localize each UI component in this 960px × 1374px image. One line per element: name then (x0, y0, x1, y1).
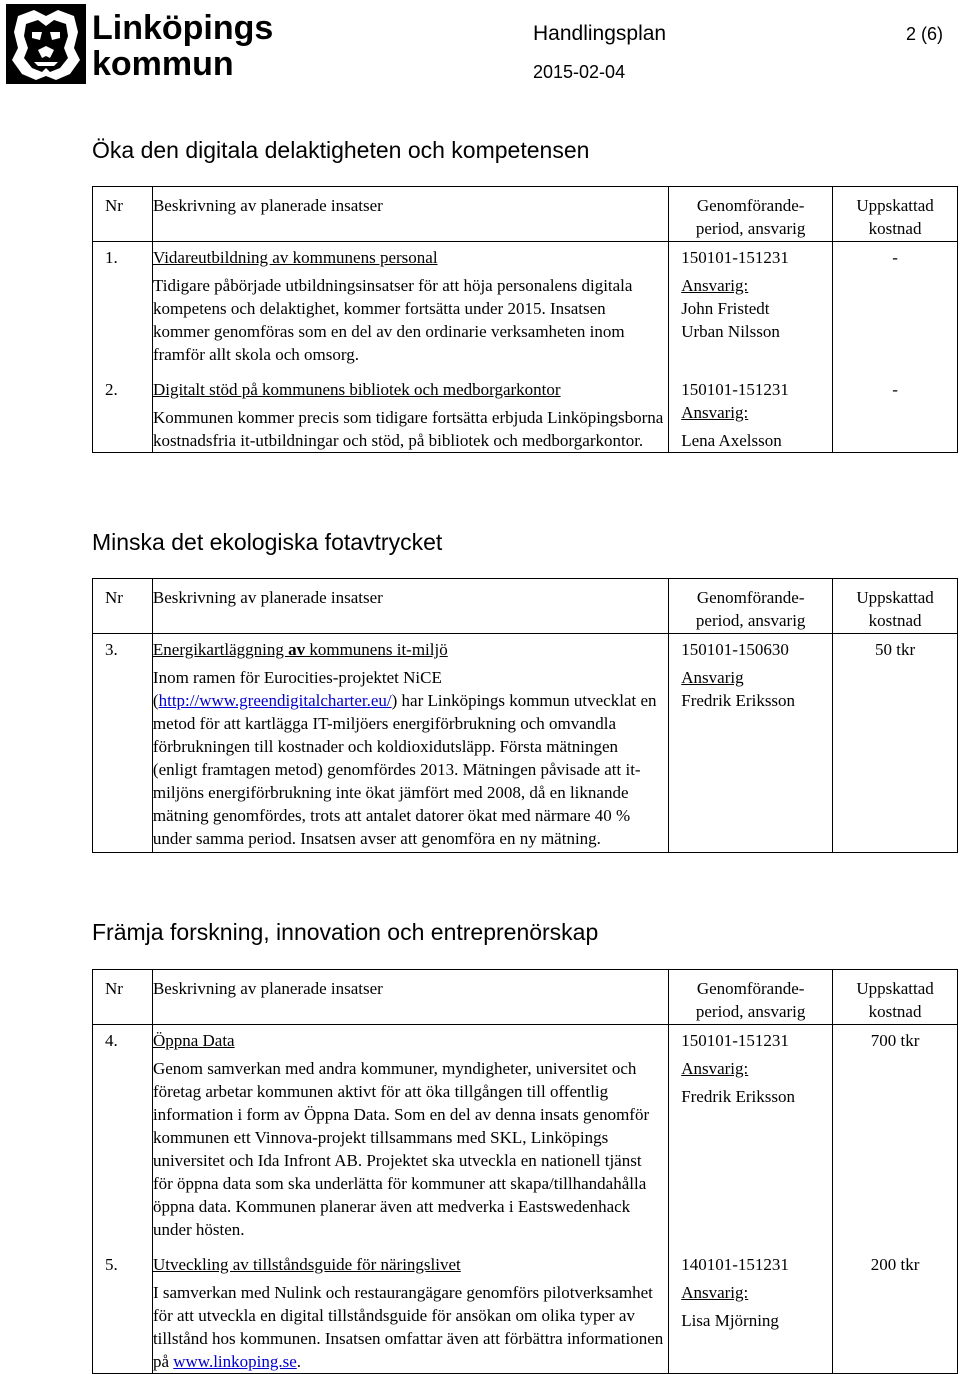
item-description (152, 1025, 668, 1242)
item-text-pre: I samverkan med Nulink och restaurangägare genomförs pilotverksamhet för att utveckla en digital tillståndsguide för ansökan om olika typer av tillstånd hos kommunen. Insatsen omfattar även att förbättra informationen på (152, 1283, 664, 1371)
responsible-label: Ansvarig: (681, 403, 749, 422)
item-nr: 2. (93, 378, 153, 453)
header-desc: Beskrivning av planerade insatser (152, 187, 668, 242)
item-cost: - (833, 242, 958, 367)
document-title: Handlingsplan (533, 22, 667, 45)
item-description (152, 634, 668, 853)
responsible-name: Urban Nilsson (681, 322, 780, 341)
table-header-row (93, 579, 958, 634)
header-period-line1: Genomförande- (696, 588, 805, 607)
header-cost (833, 579, 958, 634)
table-row (93, 242, 958, 367)
item-period-dates: 150101-151231 (681, 1031, 789, 1050)
table-row (93, 378, 958, 453)
header-period (669, 970, 833, 1025)
item-description (152, 1253, 668, 1374)
header-cost-line2: kostnad (868, 219, 922, 238)
item-title: Vidareutbildning av kommunens personal (152, 248, 438, 267)
item-cost: 200 tkr (833, 1253, 958, 1374)
responsible-label: Ansvarig: (681, 1059, 749, 1078)
header-cost-line1: Uppskattad (856, 979, 934, 998)
header-period-line1: Genomförande- (696, 979, 805, 998)
linkoping-lion-logo (4, 2, 88, 86)
header-cost-line1: Uppskattad (856, 196, 934, 215)
item-cost: - (833, 378, 958, 453)
item-title-part: kommunens it-miljö (305, 640, 448, 659)
item-title: Öppna Data (152, 1031, 235, 1050)
item-nr: 1. (93, 242, 153, 367)
item-text: Kommunen kommer precis som tidigare fortsätta erbjuda Linköpingsborna kostnadsfria it-utbildningar och stöd, på bibliotek och medborgarkontor. (152, 408, 664, 450)
header-cost (833, 970, 958, 1025)
item-title-part: Energikartläggning (152, 640, 289, 659)
table-row (93, 1253, 958, 1374)
responsible-name: Fredrik Eriksson (681, 691, 796, 710)
document-date: 2015-02-04 (533, 62, 626, 82)
item-text: Genom samverkan med andra kommuner, myndigheter, universitet och företag arbetar kommunen aktivt för att öka tillgången till offentlig information i form av Öppna Data. Som en del av denna insats genomför kommunen ett Vinnova-projekt tillsammans med SKL, Linköpings universitet och Ida Infront AB. Projektet ska utveckla en nationell tjänst för öppna data som ska underlätta för kommuner att skapa/tillhandahålla öppna data. Kommunen planerar även att medverka i Eastswedenhack under hösten. (152, 1059, 650, 1239)
item-cost: 50 tkr (833, 634, 958, 853)
item-period-dates: 140101-151231 (681, 1255, 789, 1274)
table-header-row (93, 970, 958, 1025)
header-nr: Nr (93, 187, 153, 242)
item-period (669, 1253, 833, 1374)
header-period-line2: period, ansvarig (695, 1002, 806, 1021)
header-cost (833, 187, 958, 242)
item-text-post: . (296, 1352, 302, 1371)
item-text (153, 666, 664, 850)
item-description (152, 378, 668, 453)
item-text-pre: Inom ramen för Eurocities-projektet NiCE ( (152, 668, 442, 710)
table-row (93, 1025, 958, 1242)
table-row (93, 634, 958, 853)
header-period (669, 579, 833, 634)
item-period (669, 378, 833, 453)
header-period-line2: period, ansvarig (695, 611, 806, 630)
item-nr: 3. (93, 634, 153, 853)
item-text-post: ) har Linköpings kommun utvecklat en metod för att kartlägga IT-miljöers energiförbrukning och omvandla förbrukningen till kostnader och koldioxidutsläpp. Första mätningen (enligt framtagen metod) genomfördes 2013. Mätningen påvisade att it-miljöns energiförbrukning inte ökat jämfört med 2008, då en liknande mätning genomfördes, trots att antalet datorer ökat med närmare 40 % under samma period. Insatsen avser att genomföra en ny mätning. (152, 691, 657, 848)
section-title-2: Minska det ekologiska fotavtrycket (92, 529, 443, 555)
responsible-label: Ansvarig: (681, 1283, 749, 1302)
header-cost-line1: Uppskattad (856, 588, 934, 607)
item-period-dates: 150101-151231 (681, 248, 789, 267)
item-title: Utveckling av tillståndsguide för näringslivet (152, 1255, 461, 1274)
item-text: Tidigare påbörjade utbildningsinsatser för att höja personalens digitala kompetens och delaktighet, kommer fortsätta under 2015. Insatsen kommer genomföras som en del av den ordinarie verksamheten inom framför allt skola och omsorg. (152, 276, 633, 364)
item-text (153, 1281, 664, 1373)
header-cost-line2: kostnad (868, 1002, 922, 1021)
header-desc: Beskrivning av planerade insatser (152, 970, 668, 1025)
brand-line-2: kommun (92, 45, 234, 83)
header-period-line1: Genomförande- (696, 196, 805, 215)
section-title-3: Främja forskning, innovation och entreprenörskap (92, 919, 599, 945)
section-title-1: Öka den digitala delaktigheten och kompetensen (92, 137, 590, 163)
item-title (153, 638, 664, 661)
header-period (669, 187, 833, 242)
page-number: 2 (6) (906, 24, 944, 44)
brand-name (92, 10, 273, 82)
item-period (669, 1025, 833, 1242)
table-header-row (93, 187, 958, 242)
header-desc: Beskrivning av planerade insatser (152, 579, 668, 634)
item-period-dates: 150101-151231 (681, 380, 789, 399)
item-title-part-bold: av (288, 640, 306, 659)
header-period-line2: period, ansvarig (695, 219, 806, 238)
responsible-name: Lisa Mjörning (681, 1311, 779, 1330)
plan-table-3 (92, 969, 958, 1374)
linkoping-link[interactable]: www.linkoping.se (173, 1352, 297, 1371)
item-nr: 5. (93, 1253, 153, 1374)
brand-line-1: Linköpings (92, 9, 274, 47)
item-cost: 700 tkr (833, 1025, 958, 1242)
plan-table-1 (92, 186, 958, 453)
item-nr: 4. (93, 1025, 153, 1242)
responsible-name: Lena Axelsson (681, 431, 782, 450)
header-nr: Nr (93, 970, 153, 1025)
item-period (669, 634, 833, 853)
header-nr: Nr (93, 579, 153, 634)
item-period-dates: 150101-150630 (681, 640, 789, 659)
plan-table-2 (92, 578, 958, 853)
item-title: Digitalt stöd på kommunens bibliotek och medborgarkontor (152, 380, 561, 399)
responsible-name: John Fristedt (681, 299, 770, 318)
item-period (669, 242, 833, 367)
item-description (152, 242, 668, 367)
greendigitalcharter-link[interactable]: http://www.greendigitalcharter.eu/ (158, 691, 392, 710)
responsible-label: Ansvarig: (681, 276, 749, 295)
header-cost-line2: kostnad (868, 611, 922, 630)
responsible-name: Fredrik Eriksson (681, 1087, 795, 1106)
responsible-label: Ansvarig (681, 668, 744, 687)
